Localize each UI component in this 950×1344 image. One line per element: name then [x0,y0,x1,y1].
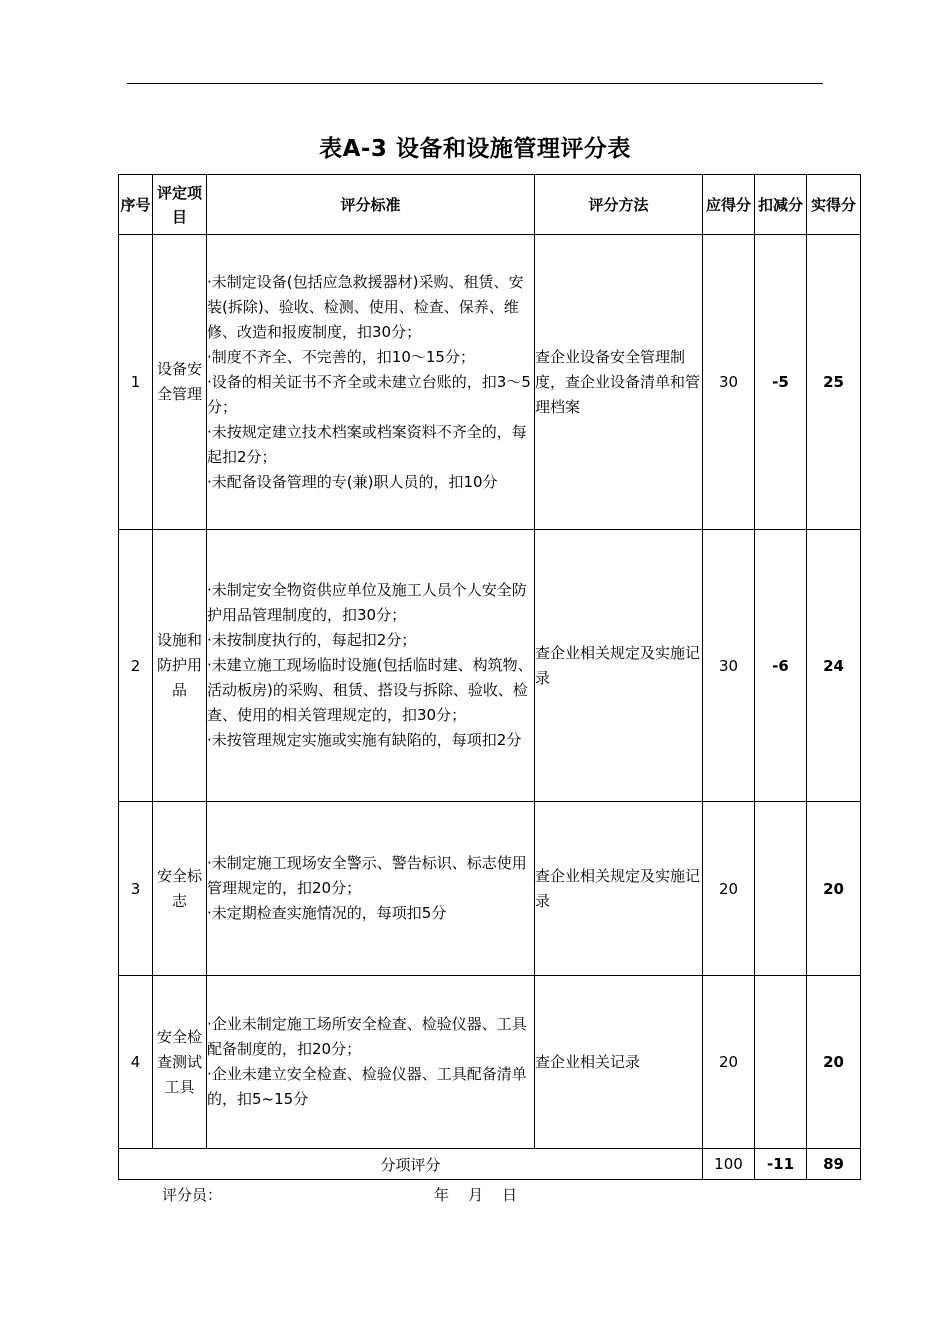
row-deduct [755,802,807,976]
criteria-line: ·未配备设备管理的专(兼)职人员的，扣10分 [207,472,498,491]
total-label: 分项评分 [119,1149,703,1180]
row-actual: 20 [807,976,861,1149]
criteria-line: ·未制定施工现场安全警示、警告标识、标志使用管理规定的，扣20分； [207,854,527,897]
row-seq: 1 [119,235,153,530]
row-full: 30 [703,530,755,802]
table-row [119,530,861,802]
row-method: 查企业相关规定及实施记录 [535,802,703,976]
header-item: 评定项目 [153,175,207,235]
header-rule [127,83,823,84]
row-item: 安全标志 [153,802,207,976]
criteria-line: ·企业未制定施工场所安全检查、检验仪器、工具配备制度的，扣20分； [207,1015,527,1058]
row-actual: 24 [807,530,861,802]
criteria-line: ·未定期检查实施情况的，每项扣5分 [207,904,447,922]
total-row [119,1149,861,1180]
row-deduct: -5 [755,235,807,530]
row-method: 查企业相关规定及实施记录 [535,530,703,802]
row-full: 20 [703,976,755,1149]
criteria-line: ·未按管理规定实施或实施有缺陷的，每项扣2分 [207,731,522,749]
total-actual: 89 [807,1149,861,1180]
criteria-line: ·未制定设备(包括应急救援器材)采购、租赁、安装(拆除)、验收、检测、使用、检查、保养、维修、改造和报废制度，扣30分； [207,272,524,341]
row-seq: 3 [119,802,153,976]
criteria-line: ·未按制度执行的，每起扣2分； [207,631,417,649]
row-criteria [207,802,535,976]
row-method: 查企业设备安全管理制度，查企业设备清单和管理档案 [535,235,703,530]
total-full: 100 [703,1149,755,1180]
header-method: 评分方法 [535,175,703,235]
row-deduct: -6 [755,530,807,802]
row-full: 20 [703,802,755,976]
header-seq: 序号 [119,175,153,235]
header-full: 应得分 [703,175,755,235]
criteria-line: ·未按规定建立技术档案或档案资料不齐全的，每起扣2分； [207,422,527,466]
row-criteria [207,530,535,802]
header-deduct: 扣减分 [755,175,807,235]
criteria-line: ·未建立施工现场临时设施(包括临时建、构筑物、活动板房)的采购、租赁、搭设与拆除、验收、检查、使用的相关管理规定的，扣30分； [207,656,533,724]
criteria-line: ·企业未建立安全检查、检验仪器、工具配备清单的，扣5~15分 [207,1065,527,1108]
row-seq: 2 [119,530,153,802]
row-criteria [207,976,535,1149]
scorer-label: 评分员： [162,1186,223,1204]
score-table [118,174,861,1180]
header-actual: 实得分 [807,175,861,235]
row-full: 30 [703,235,755,530]
row-item: 设备安全管理 [153,235,207,530]
total-deduct: -11 [755,1149,807,1180]
page-title: 表A-3 设备和设施管理评分表 [319,136,631,162]
header-row [119,175,861,235]
row-method: 查企业相关记录 [535,976,703,1149]
row-item: 设施和防护用品 [153,530,207,802]
header-criteria: 评分标准 [207,175,535,235]
row-criteria [207,235,535,530]
table-row [119,976,861,1149]
table-row [119,802,861,976]
row-deduct [755,976,807,1149]
row-item: 安全检查测试工具 [153,976,207,1149]
criteria-line: ·制度不齐全、不完善的，扣10～15分； [207,347,475,366]
criteria-line: ·未制定安全物资供应单位及施工人员个人安全防护用品管理制度的，扣30分； [207,581,527,624]
row-seq: 4 [119,976,153,1149]
table-row [119,235,861,530]
criteria-line: ·设备的相关证书不齐全或未建立台账的，扣3～5分； [207,372,531,416]
date-label: 年 月 日 [434,1186,518,1204]
row-actual: 25 [807,235,861,530]
row-actual: 20 [807,802,861,976]
